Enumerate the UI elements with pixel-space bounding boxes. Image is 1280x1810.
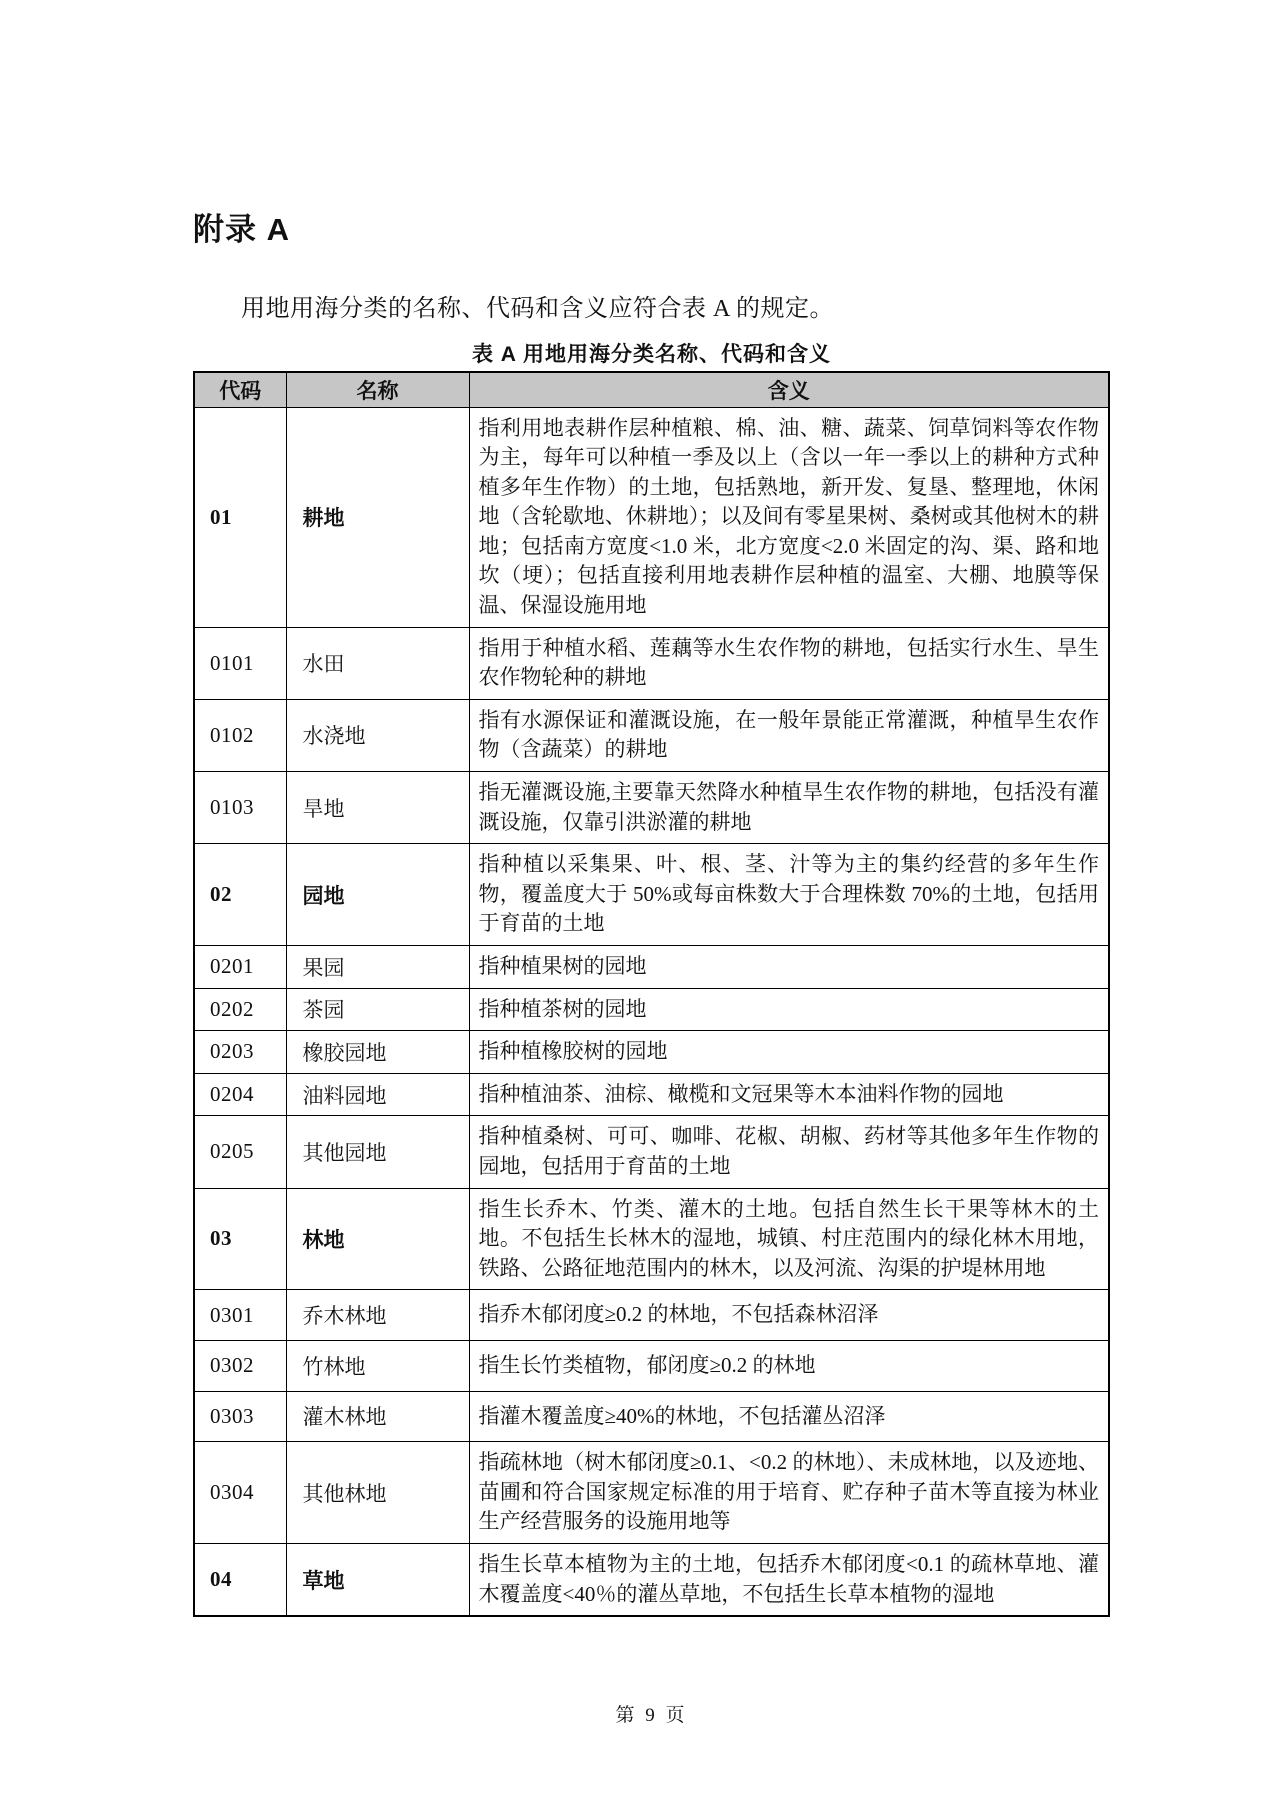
desc-cell: 指生长竹类植物，郁闭度≥0.2 的林地 <box>469 1340 1109 1391</box>
name-cell: 油料园地 <box>286 1073 469 1116</box>
desc-cell: 指种植茶树的园地 <box>469 988 1109 1031</box>
desc-cell: 指种植以采集果、叶、根、茎、汁等为主的集约经营的多年生作物，覆盖度大于 50%或每亩株数大于合理株数 70%的土地，包括用于育苗的土地 <box>469 844 1109 946</box>
name-cell: 耕地 <box>286 407 469 627</box>
page-title: 附录 A <box>193 212 290 247</box>
desc-cell: 指种植油茶、油棕、橄榄和文冠果等木本油料作物的园地 <box>469 1073 1109 1116</box>
code-cell: 0205 <box>194 1116 286 1188</box>
desc-cell: 指种植果树的园地 <box>469 946 1109 989</box>
name-cell: 橡胶园地 <box>286 1031 469 1074</box>
name-cell: 水浇地 <box>286 699 469 771</box>
desc-cell: 指用于种植水稻、莲藕等水生农作物的耕地，包括实行水生、旱生农作物轮种的耕地 <box>469 627 1109 699</box>
code-cell: 0101 <box>194 627 286 699</box>
desc-cell: 指生长草本植物为主的土地，包括乔木郁闭度<0.1 的疏林草地、灌木覆盖度<40％的灌丛草地，不包括生长草本植物的湿地 <box>469 1543 1109 1616</box>
table-row <box>194 1543 1109 1616</box>
table-row <box>194 772 1109 844</box>
table-row <box>194 1073 1109 1116</box>
code-cell: 01 <box>194 407 286 627</box>
code-cell: 0203 <box>194 1031 286 1074</box>
desc-cell: 指乔木郁闭度≥0.2 的林地，不包括森林沼泽 <box>469 1290 1109 1341</box>
name-cell: 旱地 <box>286 772 469 844</box>
table-caption: 表 A 用地用海分类名称、代码和含义 <box>471 343 832 366</box>
name-cell: 竹林地 <box>286 1340 469 1391</box>
col-header-code: 代码 <box>194 372 286 407</box>
desc-cell: 指疏林地（树木郁闭度≥0.1、<0.2 的林地）、未成林地，以及迹地、苗圃和符合国家规定标准的用于培育、贮存种子苗木等直接为林业生产经营服务的设施用地等 <box>469 1442 1109 1544</box>
name-cell: 其他园地 <box>286 1116 469 1188</box>
name-cell: 林地 <box>286 1188 469 1290</box>
desc-cell: 指种植橡胶树的园地 <box>469 1031 1109 1074</box>
code-cell: 0102 <box>194 699 286 771</box>
code-cell: 02 <box>194 844 286 946</box>
code-cell: 0302 <box>194 1340 286 1391</box>
classification-table-body <box>194 407 1109 1616</box>
name-cell: 乔木林地 <box>286 1290 469 1341</box>
table-row <box>194 1442 1109 1544</box>
name-cell: 园地 <box>286 844 469 946</box>
code-cell: 0304 <box>194 1442 286 1544</box>
table-row <box>194 1391 1109 1442</box>
name-cell: 灌木林地 <box>286 1391 469 1442</box>
classification-table <box>193 371 1110 1617</box>
table-row <box>194 627 1109 699</box>
code-cell: 04 <box>194 1543 286 1616</box>
table-header <box>194 372 1109 407</box>
desc-cell: 指有水源保证和灌溉设施，在一般年景能正常灌溉，种植旱生农作物（含蔬菜）的耕地 <box>469 699 1109 771</box>
table-row <box>194 844 1109 946</box>
name-cell: 茶园 <box>286 988 469 1031</box>
col-header-meaning: 含义 <box>469 372 1109 407</box>
desc-cell: 指利用地表耕作层种植粮、棉、油、糖、蔬菜、饲草饲料等农作物为主，每年可以种植一季及以上（含以一年一季以上的耕种方式种植多年生作物）的土地，包括熟地，新开发、复垦、整理地，休闲地（含轮歇地、休耕地）；以及间有零星果树、桑树或其他树木的耕地；包括南方宽度<1.0 米，北方宽度<2.0 米固定的沟、渠、路和地坎（埂）；包括直接利用地表耕作层种植的温室、大棚、地膜等保温、保湿设施用地 <box>469 407 1109 627</box>
page-number: 第 9 页 <box>615 1705 688 1726</box>
table-row <box>194 699 1109 771</box>
code-cell: 0201 <box>194 946 286 989</box>
desc-cell: 指生长乔木、竹类、灌木的土地。包括自然生长干果等林木的土地。不包括生长林木的湿地，城镇、村庄范围内的绿化林木用地，铁路、公路征地范围内的林木，以及河流、沟渠的护堤林用地 <box>469 1188 1109 1290</box>
table-row <box>194 1340 1109 1391</box>
name-cell: 果园 <box>286 946 469 989</box>
code-cell: 0202 <box>194 988 286 1031</box>
table-row <box>194 1116 1109 1188</box>
code-cell: 0204 <box>194 1073 286 1116</box>
desc-cell: 指灌木覆盖度≥40%的林地，不包括灌丛沼泽 <box>469 1391 1109 1442</box>
table-row <box>194 1290 1109 1341</box>
name-cell: 草地 <box>286 1543 469 1616</box>
table-row <box>194 1188 1109 1290</box>
intro-paragraph: 用地用海分类的名称、代码和含义应符合表 A 的规定。 <box>241 296 835 322</box>
name-cell: 其他林地 <box>286 1442 469 1544</box>
name-cell: 水田 <box>286 627 469 699</box>
table-row <box>194 988 1109 1031</box>
code-cell: 0303 <box>194 1391 286 1442</box>
table-row <box>194 946 1109 989</box>
table-row <box>194 407 1109 627</box>
desc-cell: 指种植桑树、可可、咖啡、花椒、胡椒、药材等其他多年生作物的园地，包括用于育苗的土地 <box>469 1116 1109 1188</box>
code-cell: 0103 <box>194 772 286 844</box>
table-row <box>194 1031 1109 1074</box>
col-header-name: 名称 <box>286 372 469 407</box>
desc-cell: 指无灌溉设施,主要靠天然降水种植旱生农作物的耕地，包括没有灌溉设施，仅靠引洪淤灌的耕地 <box>469 772 1109 844</box>
code-cell: 0301 <box>194 1290 286 1341</box>
code-cell: 03 <box>194 1188 286 1290</box>
